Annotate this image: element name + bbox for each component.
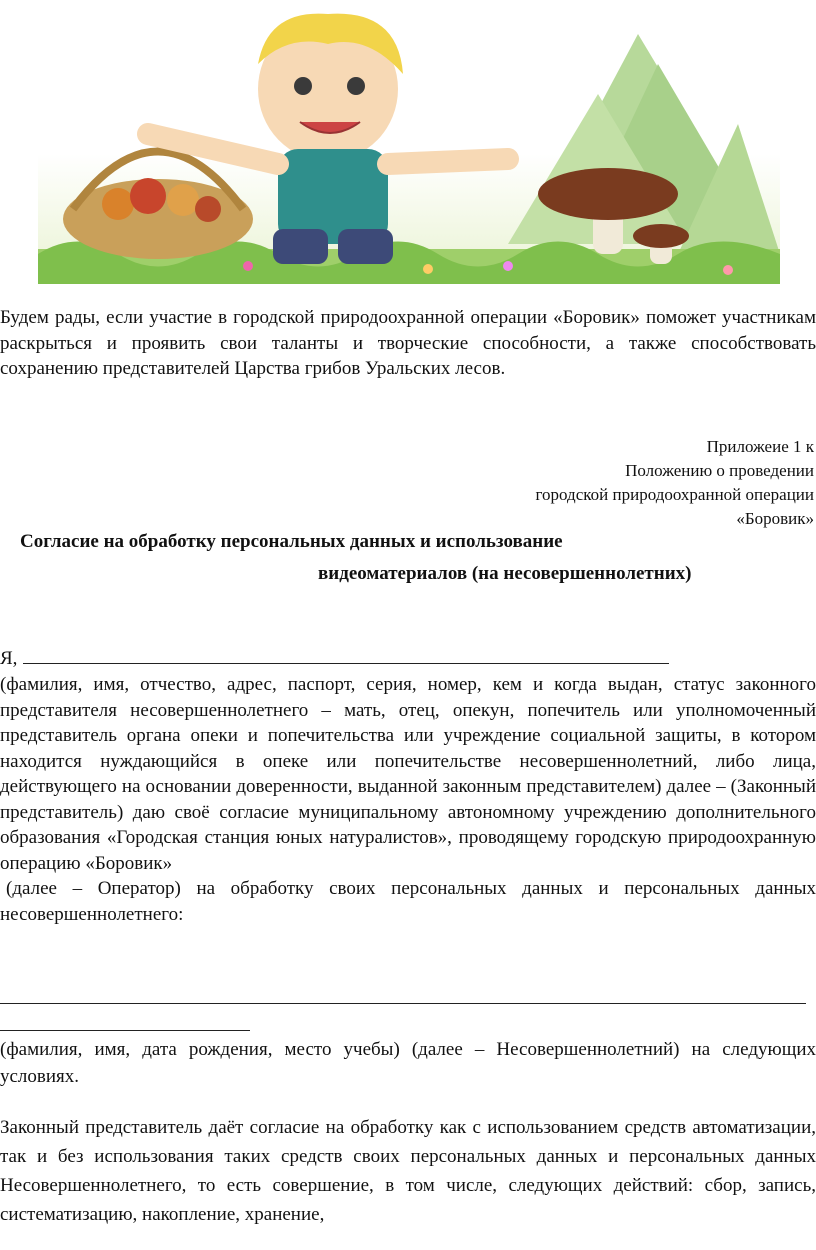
- appendix-line-1: Приложеие 1 к: [706, 437, 814, 456]
- minor-blank-line-short: [0, 1030, 250, 1031]
- appendix-line-3: городской природоохранной операции: [535, 485, 814, 504]
- minor-blank-line-full: [0, 1003, 806, 1004]
- appendix-block: [394, 435, 814, 531]
- document-title-line-2: видеоматериалов (на несовершеннолетних): [318, 563, 692, 584]
- consent-paragraph: Законный представитель даёт согласие на обработку как с использованием средств автоматизации, так и без использования таких средств своих персональных данных и персональных данных Несовершеннолетнего, то есть совершение, в том числе, следующих действий: сбор, запись, систематизацию, накопление, хранение,: [0, 1117, 816, 1225]
- name-entry-row: [0, 647, 669, 670]
- name-blank-line: [23, 647, 669, 664]
- operator-text: [0, 876, 816, 927]
- minor-paragraph: (фамилия, имя, дата рождения, место учебы) (далее – Несовершеннолетний) на следующих условиях.: [0, 1039, 816, 1087]
- operator-text-content: (далее – Оператор) на обработку своих персональных данных и персональных данных несовершеннолетнего:: [0, 878, 816, 925]
- representative-text: (фамилия, имя, отчество, адрес, паспорт, серия, номер, кем и когда выдан, статус законного представителя несовершеннолетнего – мать, отец, опекун, попечитель или уполномоченный представитель органа опеки и попечительства или учреждение социальной защиты, в котором находится нуждающийся в опеке или попечительстве несовершеннолетний, либо лица, действующего на основании доверенности, выданной законным представителем) далее – (Законный представитель) даю своё согласие муниципальному автономному учреждению дополнительного образования «Городская станция юных натуралистов», проводящему городскую природоохранную операцию «Боровик»: [0, 674, 816, 874]
- document-title-line-1: Согласие на обработку персональных данных и использование: [20, 531, 563, 552]
- representative-paragraph: [0, 672, 816, 927]
- ya-label: Я,: [0, 648, 18, 669]
- appendix-line-4: «Боровик»: [736, 509, 814, 528]
- intro-paragraph: Будем рады, если участие в городской природоохранной операции «Боровик» поможет участникам раскрыться и проявить свои таланты и творческие способности, а также способствовать сохранению представителей Царства грибов Уральских лесов.: [0, 307, 816, 379]
- appendix-line-2: Положению о проведении: [625, 461, 814, 480]
- header-illustration: [38, 4, 780, 284]
